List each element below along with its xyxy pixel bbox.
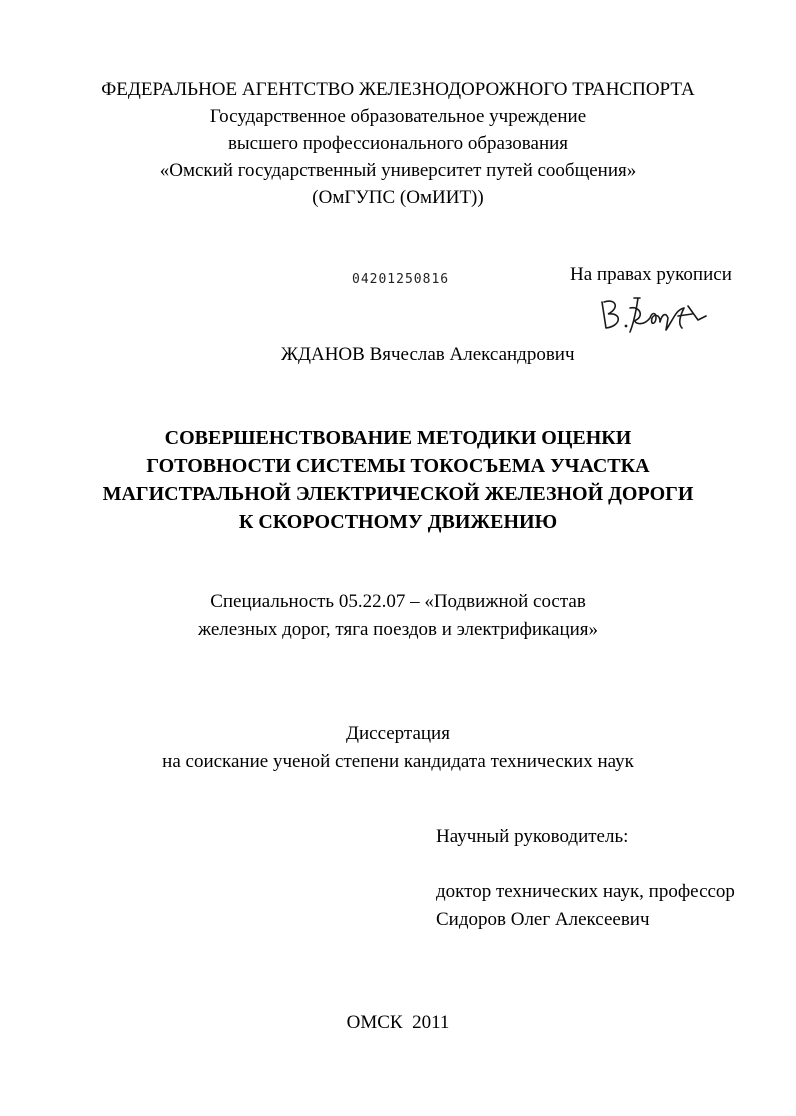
agency-name: ФЕДЕРАЛЬНОЕ АГЕНТСТВО ЖЕЛЕЗНОДОРОЖНОГО ТРАНСПОРТА: [101, 79, 695, 100]
author-name: ЖДАНОВ Вячеслав Александрович: [281, 344, 575, 365]
supervisor-details: [436, 878, 735, 934]
manuscript-rights: На правах рукописи: [570, 264, 732, 285]
specialty-line: Специальность 05.22.07 – «Подвижной состав: [210, 591, 586, 612]
document-type: Диссертация: [346, 723, 450, 744]
handwritten-signature: [594, 288, 714, 338]
degree-sought: на соискание ученой степени кандидата технических наук: [162, 751, 634, 772]
institution-level: высшего профессионального образования: [227, 133, 569, 154]
supervisor-name: Сидоров Олег Алексеевич: [436, 909, 650, 930]
dissertation-degree-block: [0, 720, 796, 776]
dissertation-title: [0, 424, 796, 536]
supervisor-title: доктор технических наук, профессор: [436, 881, 735, 902]
specialty-block: [0, 588, 796, 644]
city-year: ОМСК 2011: [346, 1012, 450, 1033]
catalog-number: 04201250816: [352, 272, 450, 287]
title-line: К СКОРОСТНОМУ ДВИЖЕНИЮ: [238, 511, 558, 533]
supervisor-label: Научный руководитель:: [436, 826, 629, 847]
title-line: ГОТОВНОСТИ СИСТЕМЫ ТОКОСЪЕМА УЧАСТКА: [146, 455, 650, 477]
title-line: СОВЕРШЕНСТВОВАНИЕ МЕТОДИКИ ОЦЕНКИ: [164, 427, 632, 449]
institution-type: Государственное образовательное учреждение: [209, 106, 587, 127]
university-name: «Омский государственный университет путей сообщения»: [159, 160, 637, 181]
university-abbreviation: (ОмГУПС (ОмИИТ)): [312, 187, 484, 208]
title-line: МАГИСТРАЛЬНОЙ ЭЛЕКТРИЧЕСКОЙ ЖЕЛЕЗНОЙ ДОРОГИ: [102, 483, 694, 505]
specialty-line: железных дорог, тяга поездов и электрификация»: [197, 619, 599, 640]
institution-header: [0, 76, 796, 211]
